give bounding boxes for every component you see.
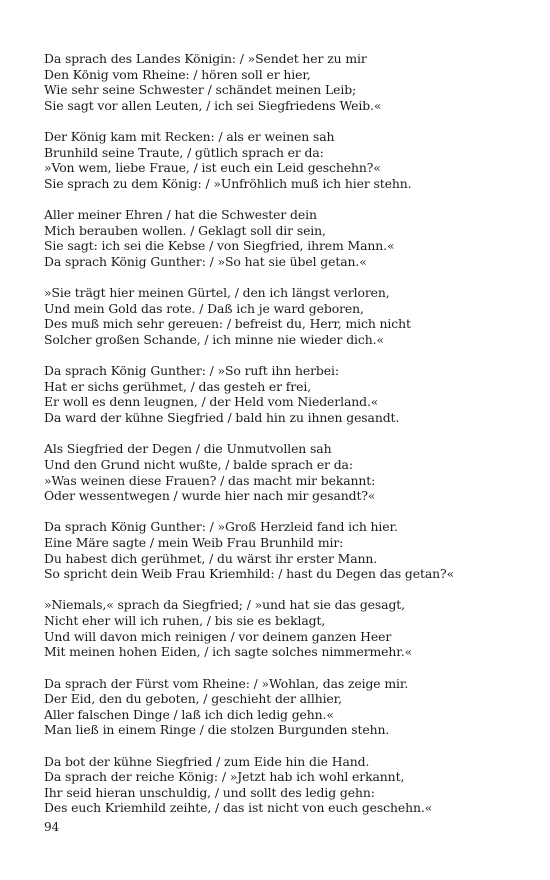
stanza	[44, 519, 524, 581]
verse-line: Hat er sichs gerühmet, / das gesteh er frei,	[44, 378, 312, 394]
verse-line: Da sprach König Gunther: / »So hat sie übel getan.«	[44, 253, 367, 269]
verse-line: Sie sagt vor allen Leuten, / ich sei Siegfriedens Weib.«	[44, 97, 382, 113]
verse-line: Ihr seid hieran unschuldig, / und sollt des ledig gehn:	[44, 784, 375, 800]
stanza	[44, 51, 524, 113]
stanza	[44, 441, 524, 503]
stanza	[44, 285, 524, 347]
poem-text	[44, 51, 524, 832]
stanza	[44, 363, 524, 425]
verse-line: Mit meinen hohen Eiden, / ich sagte solches nimmermehr.«	[44, 644, 413, 660]
verse-line: Des muß mich sehr gereuen: / befreist du, Herr, mich nicht	[44, 316, 411, 332]
verse-line: Mich berauben wollen. / Geklagt soll dir sein,	[44, 222, 326, 238]
verse-line: Da sprach der reiche König: / »Jetzt hab ich wohl erkannt,	[44, 769, 405, 785]
verse-line: Als Siegfried der Degen / die Unmutvollen sah	[44, 441, 332, 457]
verse-line: Er woll es denn leugnen, / der Held vom Niederland.«	[44, 394, 379, 410]
page-number: 94	[44, 820, 60, 834]
verse-line: Und den Grund nicht wußte, / balde sprach er da:	[44, 456, 353, 472]
verse-line: Da sprach der Fürst vom Rheine: / »Wohlan, das zeige mir.	[44, 675, 409, 691]
verse-line: Brunhild seine Traute, / gütlich sprach er da:	[44, 144, 324, 160]
verse-line: Eine Märe sagte / mein Weib Frau Brunhild mir:	[44, 534, 344, 550]
verse-line: Man ließ in einem Ringe / die stolzen Burgunden stehn.	[44, 722, 390, 738]
verse-line: »Von wem, liebe Fraue, / ist euch ein Leid geschehn?«	[44, 160, 381, 176]
verse-line: Du habest dich gerühmet, / du wärst ihr erster Mann.	[44, 550, 378, 566]
verse-line: Da sprach König Gunther: / »So ruft ihn herbei:	[44, 363, 339, 379]
verse-line: Der Eid, den du geboten, / geschieht der allhier,	[44, 691, 342, 707]
stanza	[44, 597, 524, 659]
stanza	[44, 676, 524, 738]
verse-line: Des euch Kriemhild zeihte, / das ist nicht von euch geschehn.«	[44, 800, 433, 816]
verse-line: Da sprach des Landes Königin: / »Sendet her zu mir	[44, 51, 367, 66]
verse-line: Da ward der kühne Siegfried / bald hin zu ihnen gesandt.	[44, 410, 400, 426]
verse-line: So spricht dein Weib Frau Kriemhild: / hast du Degen das getan?«	[44, 566, 455, 582]
stanza	[44, 207, 524, 269]
verse-line: Sie sprach zu dem König: / »Unfröhlich muß ich hier stehn.	[44, 175, 412, 191]
stanza	[44, 754, 524, 816]
verse-line: Und mein Gold das rote. / Daß ich je ward geboren,	[44, 300, 364, 316]
verse-line: Da sprach König Gunther: / »Groß Herzleid fand ich hier.	[44, 519, 398, 535]
verse-line: Und will davon mich reinigen / vor deinem ganzen Heer	[44, 628, 392, 644]
verse-line: Aller meiner Ehren / hat die Schwester dein	[44, 207, 317, 223]
verse-line: Wie sehr seine Schwester / schändet meinen Leib;	[44, 82, 357, 98]
verse-line: Nicht eher will ich ruhen, / bis sie es beklagt,	[44, 613, 326, 629]
verse-line: Oder wessentwegen / wurde hier nach mir gesandt?«	[44, 488, 376, 504]
verse-line: Sie sagt: ich sei die Kebse / von Siegfried, ihrem Mann.«	[44, 238, 395, 254]
verse-line: Aller falschen Dinge / laß ich dich ledig gehn.«	[44, 706, 334, 722]
verse-line: Da bot der kühne Siegfried / zum Eide hin die Hand.	[44, 753, 370, 769]
verse-line: »Was weinen diese Frauen? / das macht mir bekannt:	[44, 472, 376, 488]
verse-line: »Sie trägt hier meinen Gürtel, / den ich längst verloren,	[44, 285, 390, 301]
verse-line: »Niemals,« sprach da Siegfried; / »und hat sie das gesagt,	[44, 597, 405, 613]
verse-line: Solcher großen Schande, / ich minne nie wieder dich.«	[44, 331, 384, 347]
verse-line: Der König kam mit Recken: / als er weinen sah	[44, 129, 335, 145]
verse-line: Den König vom Rheine: / hören soll er hier,	[44, 66, 311, 82]
stanza	[44, 129, 524, 191]
